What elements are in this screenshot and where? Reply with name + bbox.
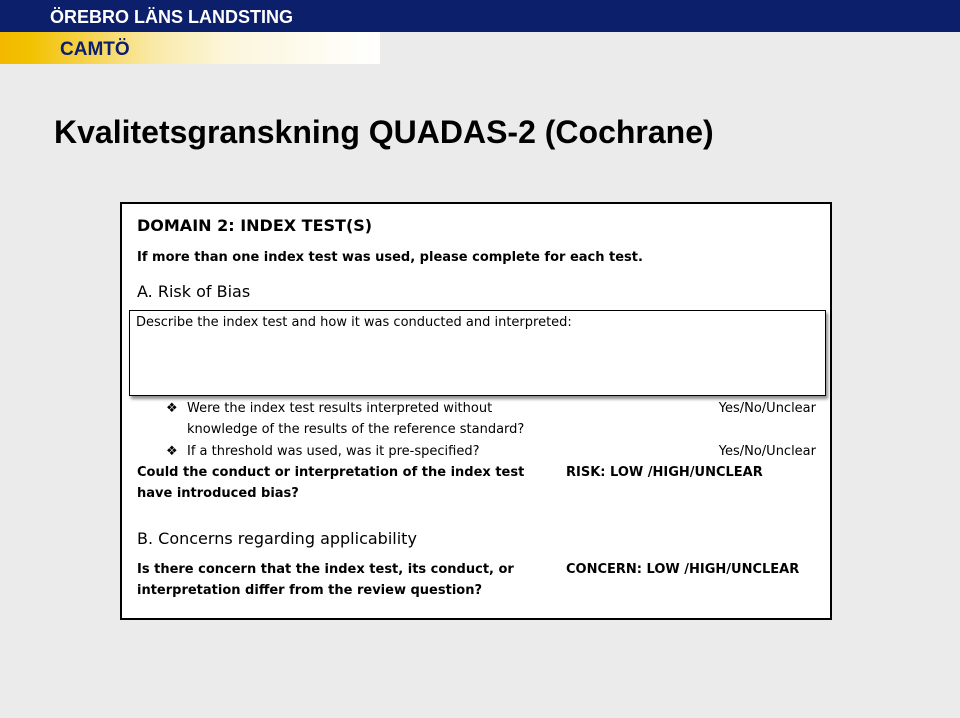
bias-question-line2: have introduced bias? bbox=[137, 486, 299, 501]
unit-band bbox=[0, 32, 380, 64]
section-b-heading: B. Concerns regarding applicability bbox=[137, 529, 417, 548]
quadas-domain-form bbox=[120, 202, 832, 620]
describe-box bbox=[129, 310, 826, 396]
concern-label: CONCERN: LOW /HIGH/UNCLEAR bbox=[566, 562, 800, 577]
question-1-line2: knowledge of the results of the reference standard? bbox=[187, 422, 525, 437]
section-a-heading: A. Risk of Bias bbox=[137, 282, 251, 301]
applicability-question-line2: interpretation differ from the review question? bbox=[137, 583, 483, 598]
org-name: ÖREBRO LÄNS LANDSTING bbox=[50, 7, 293, 27]
slide-title: Kvalitetsgranskning QUADAS-2 (Cochrane) bbox=[54, 114, 714, 150]
risk-label: RISK: LOW /HIGH/UNCLEAR bbox=[566, 465, 763, 480]
applicability-question-line1: Is there concern that the index test, its conduct, or bbox=[137, 562, 514, 577]
question-1-line1: Were the index test results interpreted without bbox=[187, 401, 493, 416]
question-2-answer: Yes/No/Unclear bbox=[718, 444, 816, 459]
bias-question-line1: Could the conduct or interpretation of the index test bbox=[137, 465, 525, 480]
domain-title: DOMAIN 2: INDEX TEST(S) bbox=[137, 216, 373, 235]
describe-prompt: Describe the index test and how it was conducted and interpreted: bbox=[136, 315, 572, 330]
unit-name: CAMTÖ bbox=[60, 39, 130, 60]
diamond-bullet-icon: ❖ bbox=[166, 444, 178, 459]
instruction-text: If more than one index test was used, please complete for each test. bbox=[137, 250, 643, 265]
header-bar bbox=[0, 0, 960, 32]
question-1-answer: Yes/No/Unclear bbox=[718, 401, 816, 416]
diamond-bullet-icon: ❖ bbox=[166, 401, 178, 416]
question-2-line1: If a threshold was used, was it pre-specified? bbox=[187, 444, 480, 459]
